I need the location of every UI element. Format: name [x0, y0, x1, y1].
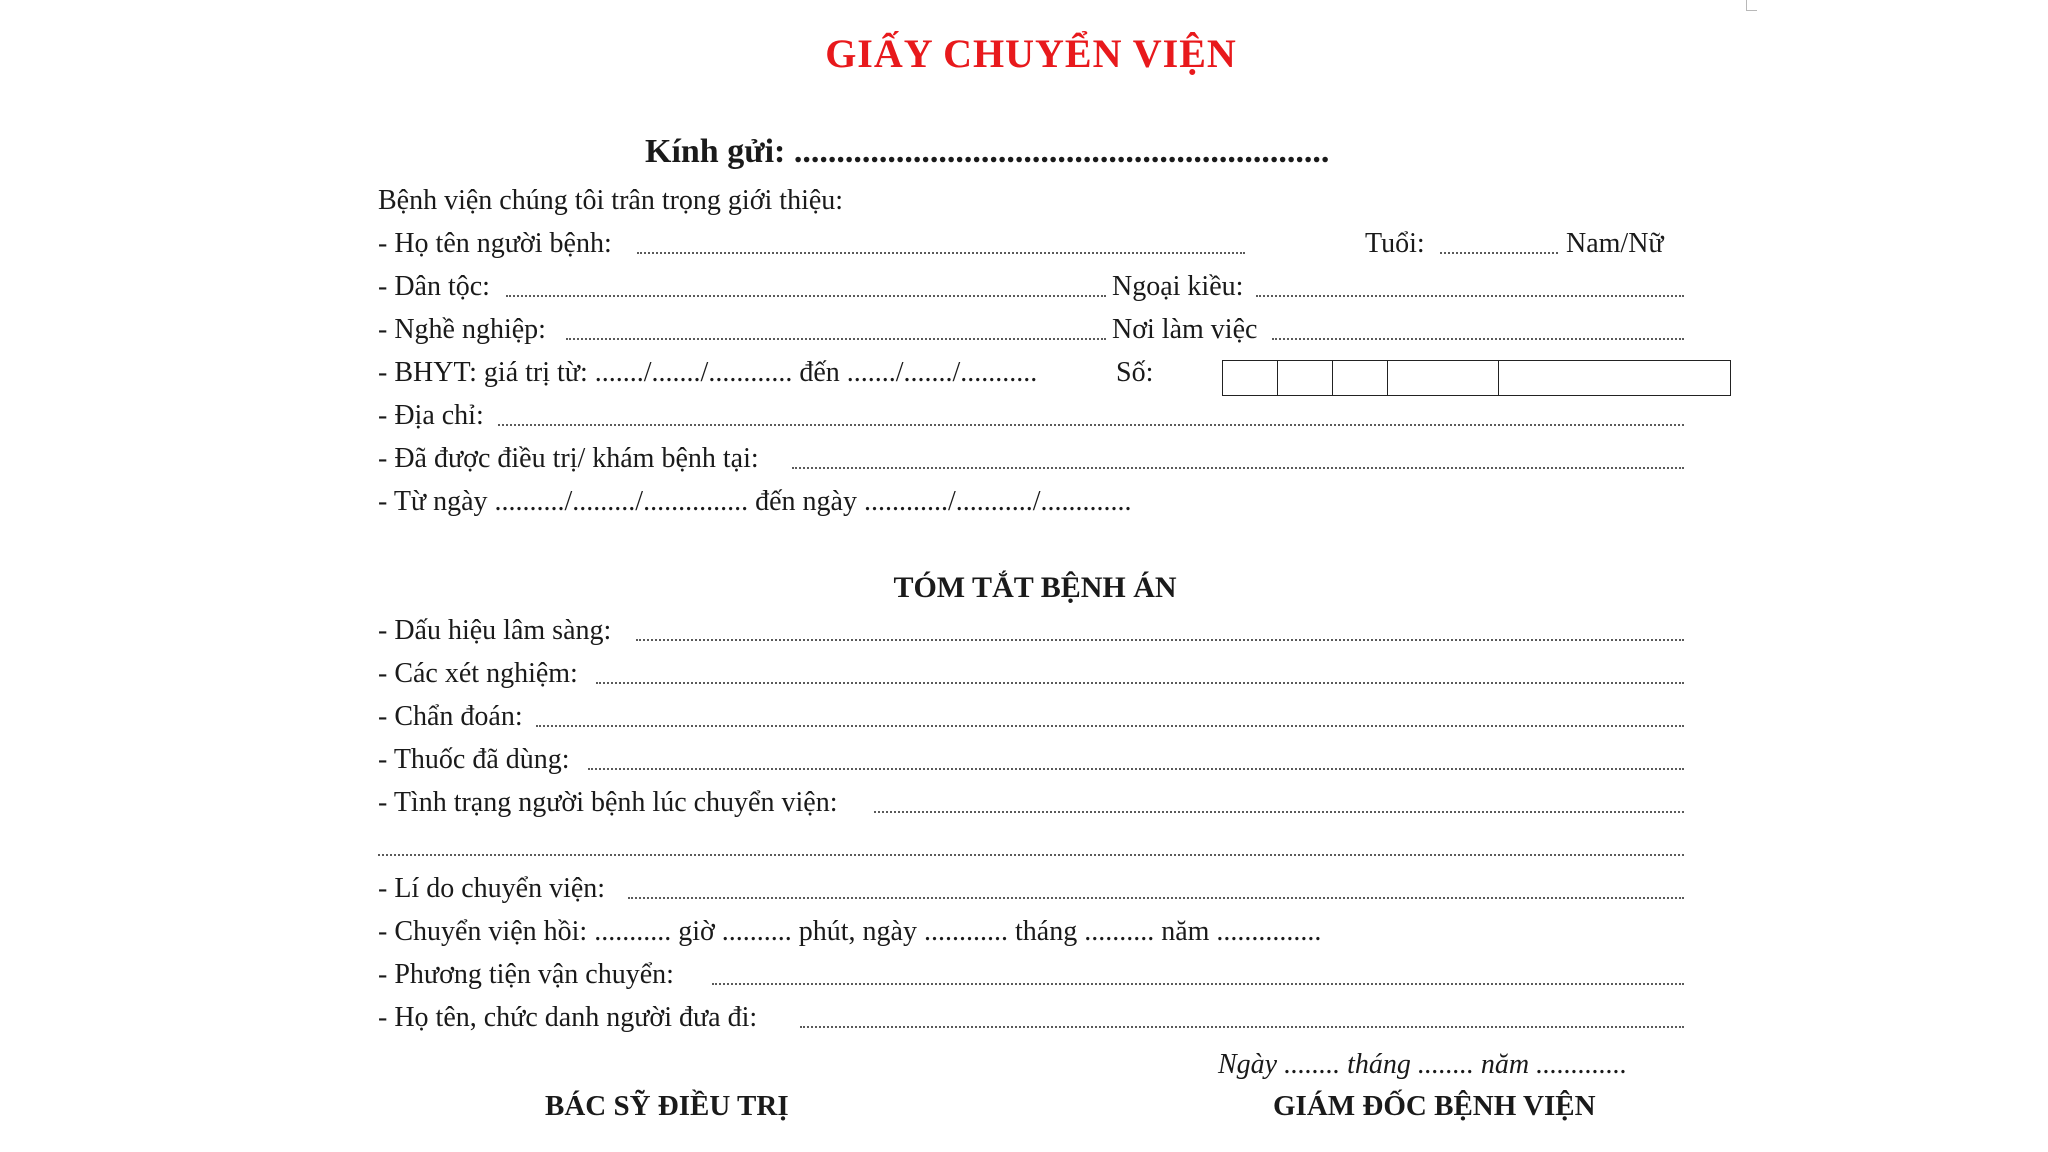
- insurance-box[interactable]: [1278, 361, 1333, 395]
- diagnosis-field[interactable]: [536, 721, 1684, 727]
- signature-date: Ngày ........ tháng ........ năm .............: [1218, 1049, 1628, 1080]
- recipient-label: Kính gửi:: [645, 133, 786, 170]
- workplace-field[interactable]: [1272, 334, 1684, 340]
- treated-at-label: - Đã được điều trị/ khám bệnh tại:: [378, 443, 759, 474]
- insurance-box[interactable]: [1333, 361, 1388, 395]
- transport-field[interactable]: [712, 979, 1684, 985]
- ethnicity-label: - Dân tộc:: [378, 271, 490, 302]
- foreign-label: Ngoại kiều:: [1112, 271, 1244, 302]
- reason-field[interactable]: [628, 893, 1684, 899]
- recipient-dots: ...............................................................: [793, 133, 1330, 170]
- occupation-field[interactable]: [566, 334, 1106, 340]
- document-title: GIẤY CHUYỂN VIỆN: [825, 31, 1237, 76]
- insurance-label: - BHYT: giá trị từ: ......./......./............ đến ......./......./...........: [378, 357, 1038, 388]
- address-label: - Địa chỉ:: [378, 400, 484, 431]
- patient-name-field[interactable]: [637, 248, 1245, 254]
- escort-label: - Họ tên, chức danh người đưa đi:: [378, 1002, 758, 1033]
- gender-label: Nam/Nữ: [1566, 228, 1664, 259]
- treated-at-field[interactable]: [792, 463, 1684, 469]
- diagnosis-label: - Chẩn đoán:: [378, 701, 523, 732]
- escort-field[interactable]: [800, 1022, 1684, 1028]
- occupation-label: - Nghề nghiệp:: [378, 314, 546, 345]
- transport-label: - Phương tiện vận chuyển:: [378, 959, 674, 990]
- page-corner-mark: [1746, 0, 1757, 11]
- director-signature-title: GIÁM ĐỐC BỆNH VIỆN: [1273, 1090, 1596, 1122]
- clinical-signs-label: - Dấu hiệu lâm sàng:: [378, 615, 612, 646]
- insurance-number-boxes[interactable]: [1222, 360, 1731, 396]
- foreign-field[interactable]: [1256, 291, 1684, 297]
- transfer-time: - Chuyển viện hồi: ........... giờ .......... phút, ngày ............ tháng .......... năm ...............: [378, 916, 1322, 947]
- address-field[interactable]: [498, 420, 1684, 426]
- tests-field[interactable]: [596, 678, 1684, 684]
- condition-field[interactable]: [874, 807, 1684, 813]
- recipient-line: [645, 133, 1329, 171]
- insurance-number-label: Số:: [1116, 357, 1154, 388]
- doctor-signature-title: BÁC SỸ ĐIỀU TRỊ: [545, 1090, 789, 1122]
- insurance-box[interactable]: [1223, 361, 1278, 395]
- summary-heading: TÓM TẮT BỆNH ÁN: [893, 571, 1177, 604]
- reason-label: - Lí do chuyển viện:: [378, 873, 606, 904]
- age-field[interactable]: [1440, 248, 1558, 254]
- medication-field[interactable]: [588, 764, 1684, 770]
- tests-label: - Các xét nghiệm:: [378, 658, 578, 689]
- intro-text: Bệnh viện chúng tôi trân trọng giới thiệu:: [378, 185, 844, 216]
- ethnicity-field[interactable]: [506, 291, 1106, 297]
- condition-field-extra[interactable]: [378, 850, 1684, 856]
- condition-label: - Tình trạng người bệnh lúc chuyển viện:: [378, 787, 838, 818]
- age-label: Tuổi:: [1365, 228, 1425, 259]
- workplace-label: Nơi làm việc: [1112, 314, 1258, 345]
- treatment-period: - Từ ngày ........../........./............... đến ngày ............/.........../.............: [378, 486, 1132, 517]
- insurance-box[interactable]: [1499, 361, 1730, 395]
- insurance-box[interactable]: [1388, 361, 1499, 395]
- medication-label: - Thuốc đã dùng:: [378, 744, 570, 775]
- patient-name-label: - Họ tên người bệnh:: [378, 228, 612, 259]
- clinical-signs-field[interactable]: [636, 635, 1684, 641]
